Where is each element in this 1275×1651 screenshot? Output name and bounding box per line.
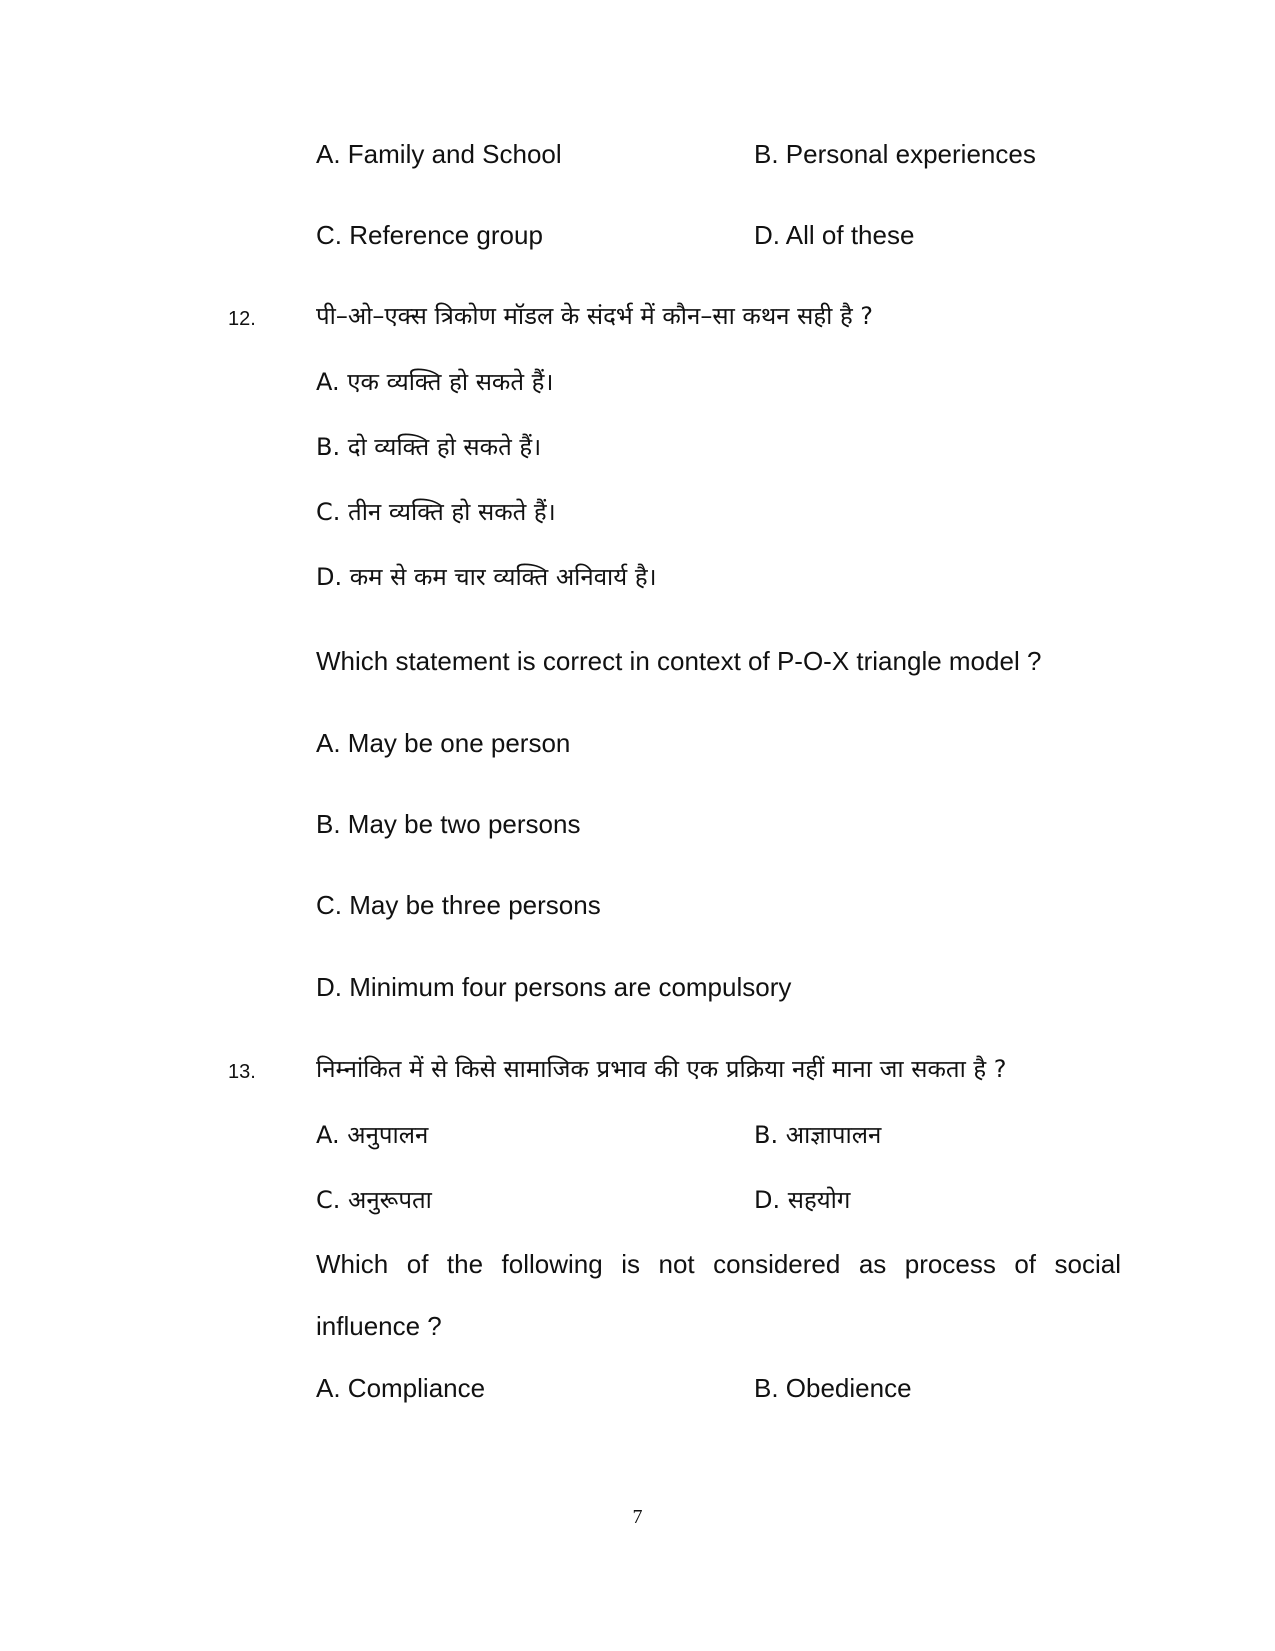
q13-hindi-option-b: B. आज्ञापालन [754,1121,882,1149]
q12-english-option-c: C. May be three persons [316,890,601,920]
q12-hindi-option-c: C. तीन व्यक्ति हो सकते हैं। [316,498,556,526]
q12-hindi-option-d: D. कम से कम चार व्यक्ति अनिवार्य है। [316,563,657,591]
question-number-12: 12. [228,308,256,330]
q11-option-a: A. Family and School [316,139,562,169]
q13-hindi-option-c: C. अनुरूपता [316,1186,432,1214]
q12-hindi-question: पी–ओ–एक्स त्रिकोण मॉडल के संदर्भ में कौन–सा कथन सही है ? [316,302,874,330]
q12-english-option-a: A. May be one person [316,728,571,758]
q13-hindi-option-d: D. सहयोग [754,1186,851,1214]
q12-hindi-option-b: B. दो व्यक्ति हो सकते हैं। [316,433,542,461]
q12-english-option-b: B. May be two persons [316,809,581,839]
q12-hindi-option-a: A. एक व्यक्ति हो सकते हैं। [316,368,554,396]
q12-english-question: Which statement is correct in context of P-O-X triangle model ? [316,646,1042,676]
q13-english-question-line2: influence ? [316,1311,442,1341]
q13-english-option-a: A. Compliance [316,1373,486,1403]
q11-option-c: C. Reference group [316,220,543,250]
question-number-13: 13. [228,1061,256,1083]
q13-english-option-b: B. Obedience [754,1373,912,1403]
q11-option-d: D. All of these [754,220,915,250]
q12-english-option-d: D. Minimum four persons are compulsory [316,972,792,1002]
page-number: 7 [632,1506,643,1528]
q13-english-question-line1: Which of the following is not considered as process of social [316,1249,1121,1279]
q11-option-b: B. Personal experiences [754,139,1036,169]
q13-hindi-option-a: A. अनुपालन [316,1121,429,1149]
q13-hindi-question: निम्नांकित में से किसे सामाजिक प्रभाव की एक प्रक्रिया नहीं माना जा सकता है ? [316,1055,1007,1083]
